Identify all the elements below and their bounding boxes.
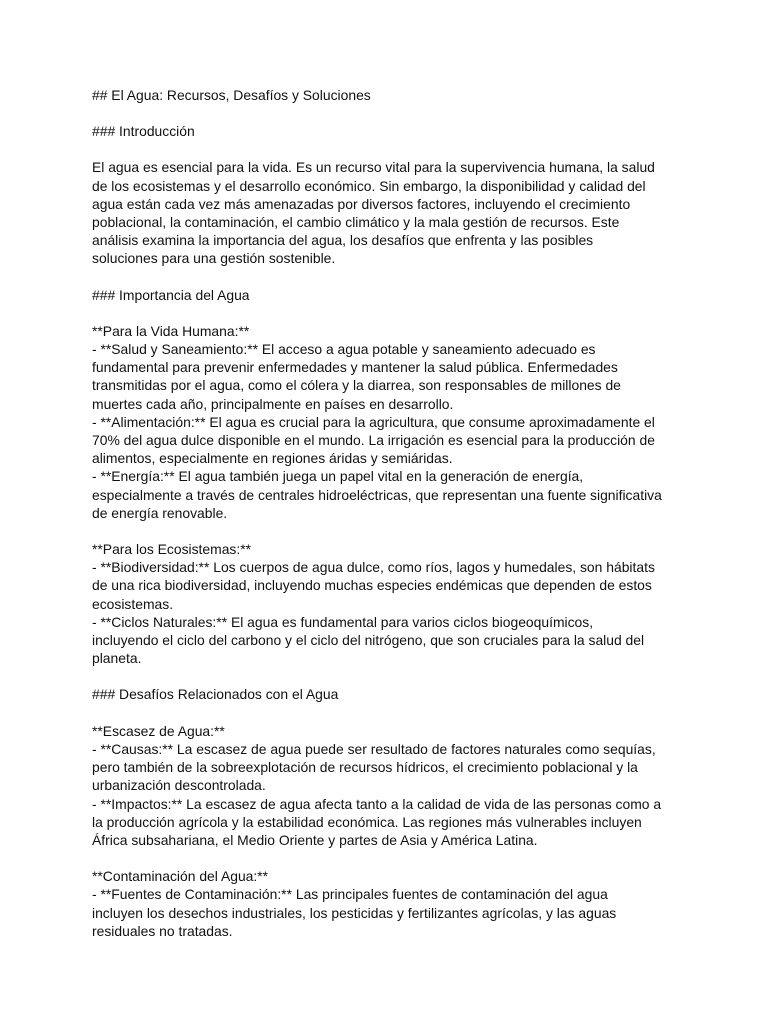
intro-paragraph: El agua es esencial para la vida. Es un recurso vital para la supervivencia humana, la salud de los ecosistemas y el desarrollo económico. Sin embargo, la disponibilidad y calidad del agua están cada vez más amenazadas por diversos factores, incluyendo el crecimiento poblacional, la contaminación, el cambio climático y la mala gestión de recursos. Este análisis examina la importancia del agua, los desafíos que enfrenta y las posibles soluciones para una gestión sostenible. [92, 159, 655, 267]
human-life-title: **Para la Vida Humana:** [92, 322, 250, 339]
document-title: ## El Agua: Recursos, Desafíos y Soluciones [92, 87, 371, 103]
ecosystems-title: **Para los Ecosistemas:** [92, 541, 252, 558]
scarcity-section [92, 722, 692, 849]
list-item-energy: - **Energía:** El agua también juega un papel vital en la generación de energía, especialmente a través de centrales hidroeléctricas, que representan una fuente significativa de energía renovable. [92, 468, 662, 521]
list-item-pollution-sources: - **Fuentes de Contaminación:** Las principales fuentes de contaminación del agua incluyen los desechos industriales, los pesticidas y fertilizantes agrícolas, y las aguas residuales no tratadas. [92, 886, 617, 939]
list-item-causes: - **Causas:** La escasez de agua puede ser resultado de factores naturales como sequías, pero también de la sobreexplotación de recursos hídricos, el crecimiento poblacional y la urbanización descontrolada. [92, 740, 656, 794]
human-life-section [92, 322, 692, 522]
intro-heading: ### Introducción [92, 123, 195, 140]
pollution-section [92, 867, 692, 940]
list-item-impacts: - **Impactos:** La escasez de agua afecta tanto a la calidad de vida de las personas como a la producción agrícola y la estabilidad económica. Las regiones más vulnerables incluyen África subsahariana, el Medio Oriente y partes de Asia y América Latina. [92, 795, 662, 848]
list-item-food: - **Alimentación:** El agua es crucial para la agricultura, que consume aproximadamente el 70% del agua dulce disponible en el mundo. La irrigación es esencial para la producción de alimentos, especialmente en regiones áridas y semiáridas. [92, 413, 655, 467]
list-item-biodiversity: - **Biodiversidad:** Los cuerpos de agua dulce, como ríos, lagos y humedales, son hábitats de una rica biodiversidad, incluyendo muchas especies endémicas que dependen de estos ecosistemas. [92, 559, 655, 612]
challenges-heading: ### Desafíos Relacionados con el Agua [92, 686, 339, 703]
pollution-title: **Contaminación del Agua:** [92, 868, 269, 885]
list-item-health: - **Salud y Saneamiento:** El acceso a agua potable y saneamiento adecuado es fundamental para prevenir enfermedades y mantener la salud pública. Enfermedades transmitidas por el agua, como el cólera y la diarrea, son responsables de millones de muertes cada año, principalmente en países en desarrollo. [92, 341, 621, 412]
list-item-natural-cycles: - **Ciclos Naturales:** El agua es fundamental para varios ciclos biogeoquímicos, incluyendo el ciclo del carbono y el ciclo del nitrógeno, que son cruciales para la salud del planeta. [92, 613, 645, 667]
document-page [92, 86, 692, 958]
scarcity-title: **Escasez de Agua:** [92, 722, 225, 739]
ecosystems-section [92, 540, 692, 667]
importance-heading: ### Importancia del Agua [92, 286, 250, 303]
